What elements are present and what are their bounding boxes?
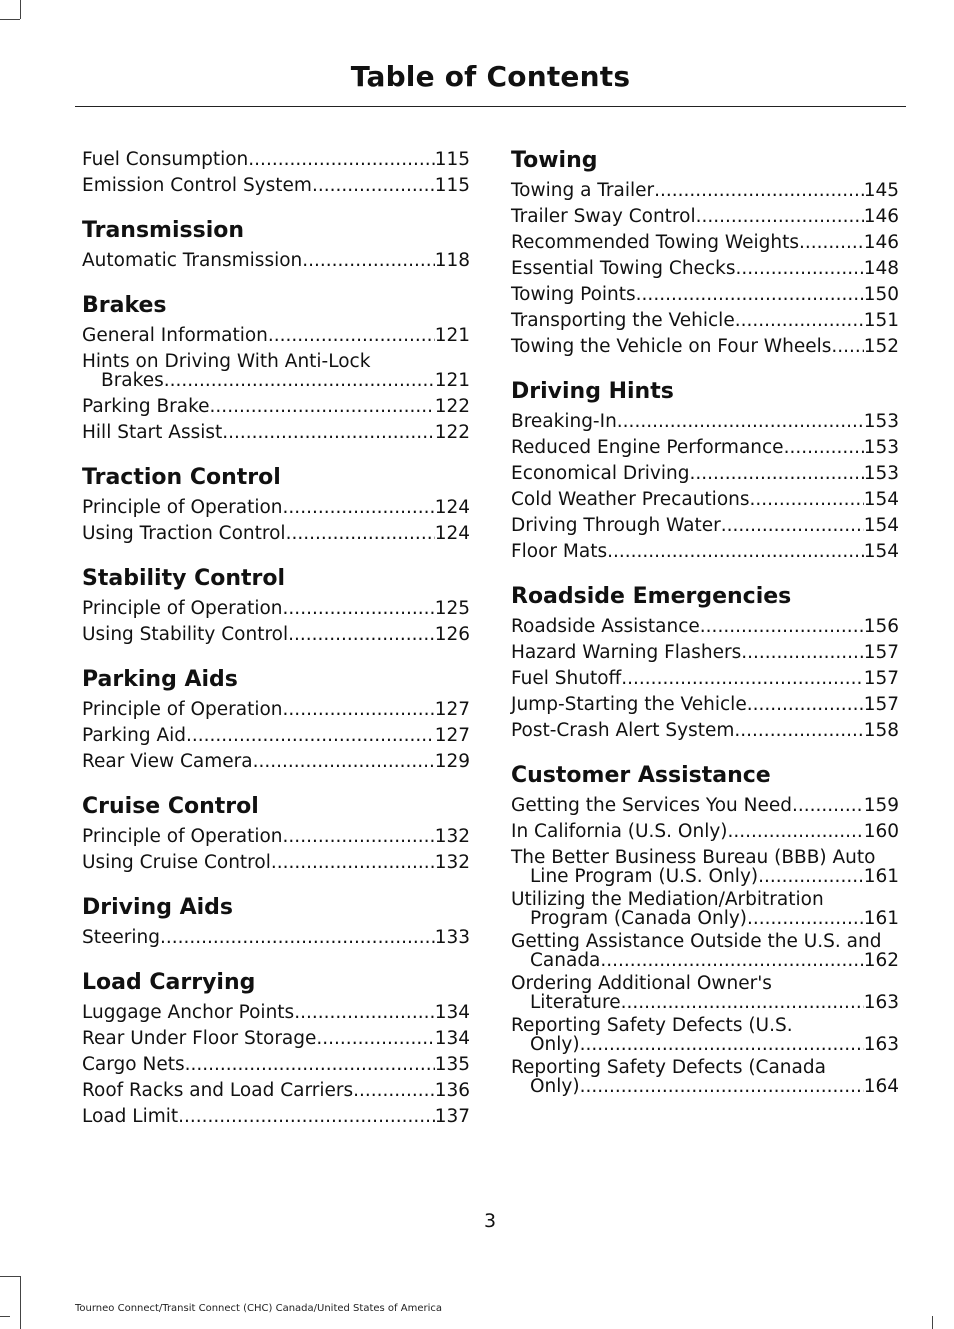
dot-leader bbox=[799, 230, 864, 256]
entry-label: Cargo Nets bbox=[82, 1054, 185, 1075]
crop-mark-top-left-h bbox=[0, 19, 20, 20]
entry-page-number: 136 bbox=[434, 1080, 470, 1101]
entry-label: Driving Through Water bbox=[511, 515, 721, 536]
toc-section bbox=[82, 566, 470, 648]
dot-leader bbox=[792, 793, 864, 819]
toc-section bbox=[82, 667, 470, 775]
section-heading: Customer Assistance bbox=[511, 763, 771, 788]
toc-section bbox=[82, 970, 470, 1130]
entry-page-number: 118 bbox=[434, 250, 470, 271]
dot-leader bbox=[636, 282, 864, 308]
toc-entry[interactable] bbox=[511, 334, 899, 360]
entry-page-number: 124 bbox=[434, 497, 470, 518]
dot-leader bbox=[735, 256, 863, 282]
dot-leader bbox=[286, 521, 435, 547]
dot-leader bbox=[600, 951, 863, 970]
section-heading: Brakes bbox=[82, 293, 167, 318]
entry-page-number: 154 bbox=[863, 489, 899, 510]
dot-leader bbox=[283, 495, 435, 521]
entry-label: Rear Under Floor Storage bbox=[82, 1028, 317, 1049]
section-heading: Transmission bbox=[82, 218, 245, 243]
toc-entry[interactable] bbox=[511, 692, 899, 718]
toc-entry[interactable] bbox=[82, 173, 470, 199]
dot-leader bbox=[271, 850, 435, 876]
toc-entry[interactable] bbox=[511, 435, 899, 461]
entry-continuation bbox=[82, 371, 470, 390]
entry-page-number: 160 bbox=[863, 821, 899, 842]
entry-label: Rear View Camera bbox=[82, 751, 253, 772]
entry-page-number: 148 bbox=[863, 258, 899, 279]
entry-page-number: 124 bbox=[434, 523, 470, 544]
entry-label-continued: Only) bbox=[530, 1034, 580, 1055]
toc-entry[interactable] bbox=[511, 890, 899, 928]
entry-label: Transporting the Vehicle bbox=[511, 310, 735, 331]
toc-section bbox=[82, 140, 470, 199]
dot-leader bbox=[654, 178, 864, 204]
entry-label: Fuel Shutoff bbox=[511, 668, 622, 689]
entry-label: Ordering Additional Owner's bbox=[511, 973, 772, 994]
entry-label: Using Stability Control bbox=[82, 624, 289, 645]
entry-page-number: 133 bbox=[434, 927, 470, 948]
entry-page-number: 132 bbox=[434, 826, 470, 847]
toc-entry[interactable] bbox=[511, 614, 899, 640]
section-heading: Cruise Control bbox=[82, 794, 259, 819]
entry-page-number: 163 bbox=[863, 1034, 899, 1055]
entry-label: Hazard Warning Flashers bbox=[511, 642, 742, 663]
dot-leader bbox=[728, 819, 864, 845]
entry-label: Getting the Services You Need bbox=[511, 795, 792, 816]
entry-page-number: 161 bbox=[863, 908, 899, 929]
toc-entry[interactable] bbox=[82, 147, 470, 173]
toc-section bbox=[511, 763, 899, 1096]
entry-page-number: 145 bbox=[863, 180, 899, 201]
entry-page-number: 151 bbox=[863, 310, 899, 331]
toc-entry[interactable] bbox=[82, 323, 470, 349]
dot-leader bbox=[283, 824, 435, 850]
page-title: Table of Contents bbox=[350, 60, 631, 93]
entry-label: Floor Mats bbox=[511, 541, 608, 562]
entry-label: Utilizing the Mediation/Arbitration bbox=[511, 889, 824, 910]
toc-right-column bbox=[511, 140, 899, 1115]
toc-entry[interactable] bbox=[511, 178, 899, 204]
dot-leader bbox=[696, 204, 864, 230]
entry-label: Recommended Towing Weights bbox=[511, 232, 799, 253]
section-heading: Driving Aids bbox=[82, 895, 234, 920]
entry-label: Essential Towing Checks bbox=[511, 258, 736, 279]
dot-leader bbox=[621, 993, 864, 1012]
section-heading: Parking Aids bbox=[82, 667, 238, 692]
dot-leader bbox=[185, 1052, 435, 1078]
toc-entry[interactable] bbox=[511, 513, 899, 539]
entry-label: Steering bbox=[82, 927, 160, 948]
entry-page-number: 132 bbox=[434, 852, 470, 873]
entry-page-number: 122 bbox=[434, 396, 470, 417]
toc-entry[interactable] bbox=[82, 850, 470, 876]
toc-entry[interactable] bbox=[511, 718, 899, 744]
toc-entry[interactable] bbox=[511, 487, 899, 513]
crop-mark-top-left-v bbox=[20, 0, 21, 19]
toc-entry[interactable] bbox=[82, 596, 470, 622]
footer-text: Tourneo Connect/Transit Connect (CHC) Canada/United States of America bbox=[75, 1303, 442, 1314]
entry-page-number: 122 bbox=[434, 422, 470, 443]
section-heading: Roadside Emergencies bbox=[511, 584, 792, 609]
crop-mark-bottom-right-v bbox=[932, 1316, 933, 1329]
entry-page-number: 157 bbox=[863, 694, 899, 715]
dot-leader bbox=[178, 1104, 435, 1130]
toc-section bbox=[82, 465, 470, 547]
entry-page-number: 156 bbox=[863, 616, 899, 637]
dot-leader bbox=[186, 723, 435, 749]
dot-leader bbox=[164, 371, 435, 390]
entry-label-continued: Only) bbox=[530, 1076, 580, 1097]
entry-label: Using Traction Control bbox=[82, 523, 286, 544]
entry-page-number: 127 bbox=[434, 725, 470, 746]
toc-entry[interactable] bbox=[511, 640, 899, 666]
toc-section bbox=[82, 293, 470, 446]
dot-leader bbox=[302, 248, 434, 274]
entry-label: Towing the Vehicle on Four Wheels bbox=[511, 336, 832, 357]
dot-leader bbox=[316, 1026, 434, 1052]
toc-section bbox=[511, 379, 899, 565]
entry-label: Towing a Trailer bbox=[511, 180, 655, 201]
entry-label: Principle of Operation bbox=[82, 699, 283, 720]
toc-entry[interactable] bbox=[511, 932, 899, 970]
entry-label-continued: Brakes bbox=[101, 370, 164, 391]
entry-label: Parking Aid bbox=[82, 725, 187, 746]
entry-label: Hill Start Assist bbox=[82, 422, 223, 443]
entry-page-number: 157 bbox=[863, 668, 899, 689]
dot-leader bbox=[248, 147, 434, 173]
dot-leader bbox=[607, 539, 864, 565]
entry-continuation bbox=[511, 1035, 899, 1054]
entry-continuation bbox=[511, 951, 899, 970]
entry-label: Jump-Starting the Vehicle bbox=[511, 694, 747, 715]
entry-label: Automatic Transmission bbox=[82, 250, 303, 271]
entry-page-number: 159 bbox=[863, 795, 899, 816]
crop-mark-bottom-left-h bbox=[0, 1276, 20, 1277]
toc-entry[interactable] bbox=[82, 723, 470, 749]
dot-leader bbox=[283, 697, 435, 723]
entry-page-number: 164 bbox=[863, 1076, 899, 1097]
dot-leader bbox=[700, 614, 864, 640]
entry-label: Principle of Operation bbox=[82, 598, 283, 619]
dot-leader bbox=[758, 867, 864, 886]
entry-page-number: 129 bbox=[434, 751, 470, 772]
entry-label: Luggage Anchor Points bbox=[82, 1002, 295, 1023]
dot-leader bbox=[353, 1078, 435, 1104]
entry-page-number: 146 bbox=[863, 206, 899, 227]
entry-label: Roof Racks and Load Carriers bbox=[82, 1080, 354, 1101]
entry-label: Cold Weather Precautions bbox=[511, 489, 750, 510]
entry-page-number: 163 bbox=[863, 992, 899, 1013]
dot-leader bbox=[617, 409, 864, 435]
entry-label: Post-Crash Alert System bbox=[511, 720, 735, 741]
entry-page-number: 115 bbox=[434, 175, 470, 196]
toc-entry[interactable] bbox=[511, 256, 899, 282]
entry-label: Breaking-In bbox=[511, 411, 617, 432]
entry-label: Load Limit bbox=[82, 1106, 179, 1127]
entry-label: Using Cruise Control bbox=[82, 852, 271, 873]
entry-continuation bbox=[511, 993, 899, 1012]
entry-label: Roadside Assistance bbox=[511, 616, 700, 637]
entry-label-continued: Canada bbox=[530, 950, 601, 971]
entry-page-number: 157 bbox=[863, 642, 899, 663]
dot-leader bbox=[721, 513, 864, 539]
dot-leader bbox=[160, 925, 435, 951]
toc-entry[interactable] bbox=[82, 622, 470, 648]
page-number: 3 bbox=[483, 1210, 497, 1232]
entry-label: Trailer Sway Control bbox=[511, 206, 696, 227]
entry-label: The Better Business Bureau (BBB) Auto bbox=[511, 847, 876, 868]
entry-page-number: 161 bbox=[863, 866, 899, 887]
toc-entry[interactable] bbox=[511, 848, 899, 886]
toc-left-column bbox=[82, 140, 470, 1149]
entry-page-number: 153 bbox=[863, 437, 899, 458]
toc-entry[interactable] bbox=[82, 352, 470, 390]
entry-page-number: 126 bbox=[434, 624, 470, 645]
toc-entry[interactable] bbox=[82, 1026, 470, 1052]
crop-mark-bottom-left-tick bbox=[0, 1316, 10, 1317]
entry-label: In California (U.S. Only) bbox=[511, 821, 728, 842]
dot-leader bbox=[784, 435, 864, 461]
toc-section bbox=[511, 584, 899, 744]
dot-leader bbox=[253, 749, 435, 775]
dot-leader bbox=[735, 308, 864, 334]
dot-leader bbox=[283, 596, 435, 622]
entry-continuation bbox=[511, 867, 899, 886]
entry-label: Economical Driving bbox=[511, 463, 690, 484]
entry-page-number: 162 bbox=[863, 950, 899, 971]
toc-entry[interactable] bbox=[82, 521, 470, 547]
dot-leader bbox=[268, 323, 435, 349]
toc-section bbox=[511, 148, 899, 360]
section-heading: Driving Hints bbox=[511, 379, 674, 404]
entry-label-continued: Literature bbox=[530, 992, 621, 1013]
entry-label: General Information bbox=[82, 325, 268, 346]
entry-page-number: 154 bbox=[863, 515, 899, 536]
entry-label: Parking Brake bbox=[82, 396, 210, 417]
toc-entry[interactable] bbox=[82, 1104, 470, 1130]
toc-entry[interactable] bbox=[82, 697, 470, 723]
dot-leader bbox=[580, 1077, 864, 1096]
entry-label: Reduced Engine Performance bbox=[511, 437, 784, 458]
dot-leader bbox=[288, 622, 435, 648]
toc-entry[interactable] bbox=[511, 409, 899, 435]
dot-leader bbox=[210, 394, 435, 420]
entry-page-number: 146 bbox=[863, 232, 899, 253]
entry-page-number: 150 bbox=[863, 284, 899, 305]
dot-leader bbox=[294, 1000, 434, 1026]
crop-mark-bottom-left-v bbox=[20, 1276, 21, 1329]
entry-page-number: 134 bbox=[434, 1028, 470, 1049]
toc-entry[interactable] bbox=[82, 248, 470, 274]
entry-label: Reporting Safety Defects (Canada bbox=[511, 1057, 826, 1078]
entry-label: Principle of Operation bbox=[82, 497, 283, 518]
entry-page-number: 134 bbox=[434, 1002, 470, 1023]
entry-page-number: 153 bbox=[863, 463, 899, 484]
entry-page-number: 158 bbox=[863, 720, 899, 741]
dot-leader bbox=[222, 420, 434, 446]
toc-entry[interactable] bbox=[511, 539, 899, 565]
toc-entry[interactable] bbox=[82, 1052, 470, 1078]
entry-page-number: 152 bbox=[863, 336, 899, 357]
title-divider bbox=[75, 106, 906, 107]
entry-label: Towing Points bbox=[511, 284, 636, 305]
entry-page-number: 121 bbox=[434, 370, 470, 391]
section-heading: Towing bbox=[511, 148, 598, 173]
dot-leader bbox=[747, 692, 864, 718]
toc-entry[interactable] bbox=[82, 749, 470, 775]
entry-page-number: 154 bbox=[863, 541, 899, 562]
toc-entry[interactable] bbox=[511, 819, 899, 845]
dot-leader bbox=[689, 461, 863, 487]
toc-entry[interactable] bbox=[511, 1016, 899, 1054]
toc-entry[interactable] bbox=[82, 420, 470, 446]
dot-leader bbox=[580, 1035, 864, 1054]
toc-entry[interactable] bbox=[82, 1078, 470, 1104]
toc-entry[interactable] bbox=[511, 1058, 899, 1096]
entry-label: Fuel Consumption bbox=[82, 149, 249, 170]
entry-label: Getting Assistance Outside the U.S. and bbox=[511, 931, 882, 952]
toc-section bbox=[82, 895, 470, 951]
toc-entry[interactable] bbox=[511, 230, 899, 256]
entry-page-number: 135 bbox=[434, 1054, 470, 1075]
dot-leader bbox=[312, 173, 435, 199]
dot-leader bbox=[750, 487, 864, 513]
entry-page-number: 115 bbox=[434, 149, 470, 170]
toc-entry[interactable] bbox=[511, 793, 899, 819]
dot-leader bbox=[747, 909, 864, 928]
section-heading: Stability Control bbox=[82, 566, 286, 591]
dot-leader bbox=[741, 640, 863, 666]
toc-section bbox=[82, 218, 470, 274]
toc-entry[interactable] bbox=[511, 461, 899, 487]
entry-label: Reporting Safety Defects (U.S. bbox=[511, 1015, 793, 1036]
entry-label: Emission Control System bbox=[82, 175, 312, 196]
entry-label: Principle of Operation bbox=[82, 826, 283, 847]
toc-entry[interactable] bbox=[82, 495, 470, 521]
section-heading: Traction Control bbox=[82, 465, 281, 490]
entry-label-continued: Line Program (U.S. Only) bbox=[530, 866, 759, 887]
toc-entry[interactable] bbox=[82, 824, 470, 850]
toc-entry[interactable] bbox=[82, 925, 470, 951]
toc-entry[interactable] bbox=[82, 394, 470, 420]
toc-entry[interactable] bbox=[511, 666, 899, 692]
entry-page-number: 137 bbox=[434, 1106, 470, 1127]
entry-continuation bbox=[511, 909, 899, 928]
toc-entry[interactable] bbox=[511, 204, 899, 230]
toc-entry[interactable] bbox=[511, 282, 899, 308]
dot-leader bbox=[621, 666, 863, 692]
toc-entry[interactable] bbox=[511, 974, 899, 1012]
entry-page-number: 153 bbox=[863, 411, 899, 432]
entry-page-number: 127 bbox=[434, 699, 470, 720]
dot-leader bbox=[734, 718, 863, 744]
section-heading: Load Carrying bbox=[82, 970, 256, 995]
entry-continuation bbox=[511, 1077, 899, 1096]
entry-page-number: 121 bbox=[434, 325, 470, 346]
entry-label: Hints on Driving With Anti-Lock bbox=[82, 351, 371, 372]
toc-entry[interactable] bbox=[511, 308, 899, 334]
toc-section bbox=[82, 794, 470, 876]
dot-leader bbox=[831, 334, 863, 360]
entry-label-continued: Program (Canada Only) bbox=[530, 908, 748, 929]
toc-entry[interactable] bbox=[82, 1000, 470, 1026]
entry-page-number: 125 bbox=[434, 598, 470, 619]
